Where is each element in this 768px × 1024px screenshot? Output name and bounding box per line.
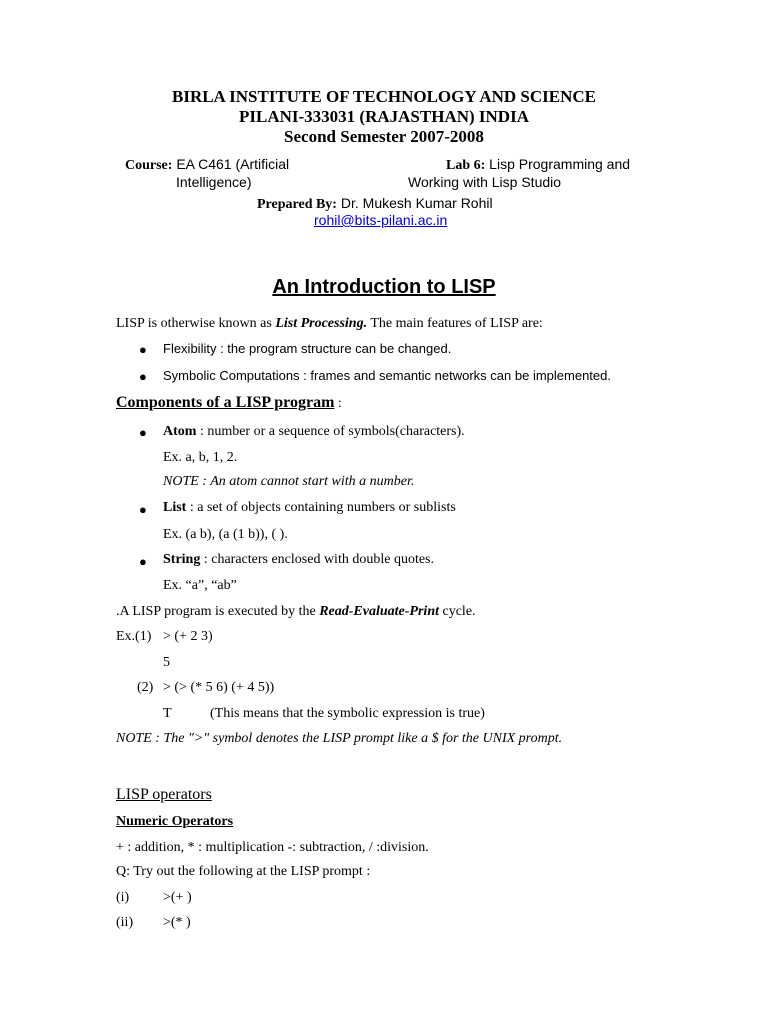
exercise-question: Q: Try out the following at the LISP prompt : bbox=[116, 864, 371, 879]
prepared-label: Prepared By: bbox=[257, 197, 337, 212]
example-2-explanation: (This means that the symbolic expression is true) bbox=[210, 706, 485, 721]
semester: Second Semester 2007-2008 bbox=[284, 127, 484, 146]
exercise-expression: >(* ) bbox=[163, 915, 191, 930]
course-label: Course: bbox=[125, 158, 173, 173]
atom-note: NOTE : An atom cannot start with a number. bbox=[163, 474, 415, 489]
lab-text-2: Working with Lisp Studio bbox=[408, 174, 562, 190]
string-item bbox=[163, 552, 434, 568]
components-heading-line bbox=[116, 394, 342, 412]
example-2-expression: > (> (* 5 6) (+ 4 5)) bbox=[163, 680, 275, 695]
exercise-expression: >(+ ) bbox=[163, 890, 192, 905]
feature-item: Symbolic Computations : frames and semantic networks can be implemented. bbox=[163, 368, 611, 383]
course-line-1 bbox=[125, 156, 289, 174]
prompt-note: NOTE : The ">" symbol denotes the LISP prompt like a $ for the UNIX prompt. bbox=[116, 731, 563, 746]
cycle-text-end: cycle. bbox=[439, 604, 476, 619]
document-title: An Introduction to LISP bbox=[272, 276, 496, 298]
bullet-icon: ● bbox=[139, 342, 147, 357]
email-wrap bbox=[314, 212, 447, 228]
string-term: String bbox=[163, 552, 201, 567]
bullet-icon: ● bbox=[139, 554, 147, 569]
exercise-label: (i) bbox=[116, 890, 130, 905]
numeric-operators-list: + : addition, * : multiplication -: subtraction, / :division. bbox=[116, 840, 429, 855]
string-desc: : characters enclosed with double quotes. bbox=[200, 552, 434, 567]
lab-line-1 bbox=[446, 156, 630, 174]
institute-location: PILANI-333031 (RAJASTHAN) INDIA bbox=[239, 107, 529, 126]
example-2-result: T bbox=[163, 706, 172, 721]
bullet-icon: ● bbox=[139, 425, 147, 440]
list-item bbox=[163, 500, 456, 516]
atom-desc: : number or a sequence of symbols(characters). bbox=[196, 424, 465, 439]
operators-heading: LISP operators bbox=[116, 786, 212, 803]
cycle-paragraph bbox=[116, 604, 476, 620]
prepared-by-line bbox=[257, 195, 493, 213]
exercise-label: (ii) bbox=[116, 915, 134, 930]
list-term: List bbox=[163, 500, 187, 515]
author-email-link[interactable]: rohil@bits-pilani.ac.in bbox=[314, 212, 448, 228]
intro-text-end: The main features of LISP are: bbox=[367, 316, 543, 331]
intro-emphasis: List Processing. bbox=[275, 316, 368, 331]
bullet-icon: ● bbox=[139, 369, 147, 384]
list-example: Ex. (a b), (a (1 b)), ( ). bbox=[163, 527, 288, 542]
example-1-result: 5 bbox=[163, 655, 170, 670]
numeric-operators-heading: Numeric Operators bbox=[116, 814, 234, 829]
list-desc: : a set of objects containing numbers or sublists bbox=[186, 500, 456, 515]
components-heading: Components of a LISP program bbox=[116, 394, 335, 411]
intro-paragraph bbox=[116, 316, 543, 332]
lab-label: Lab 6: bbox=[446, 158, 486, 173]
institute-name: BIRLA INSTITUTE OF TECHNOLOGY AND SCIENCE bbox=[171, 87, 596, 106]
author-name: Dr. Mukesh Kumar Rohil bbox=[336, 195, 493, 211]
example-1-expression: > (+ 2 3) bbox=[163, 629, 213, 644]
atom-example: Ex. a, b, 1, 2. bbox=[163, 450, 238, 465]
atom-item bbox=[163, 424, 465, 440]
string-example: Ex. “a”, “ab” bbox=[163, 578, 237, 593]
cycle-text: .A LISP program is executed by the bbox=[116, 604, 320, 619]
atom-term: Atom bbox=[163, 424, 197, 439]
components-colon: : bbox=[334, 396, 342, 411]
course-text-1: EA C461 (Artificial bbox=[172, 156, 290, 172]
example-2-label: (2) bbox=[137, 680, 154, 695]
intro-text: LISP is otherwise known as bbox=[116, 316, 276, 331]
cycle-emphasis: Read-Evaluate-Print bbox=[319, 604, 439, 619]
lab-text-1: Lisp Programming and bbox=[485, 156, 631, 172]
bullet-icon: ● bbox=[139, 502, 147, 517]
feature-item: Flexibility : the program structure can be changed. bbox=[163, 341, 452, 356]
example-1-label: Ex.(1) bbox=[116, 629, 152, 644]
course-text-2: Intelligence) bbox=[176, 174, 252, 190]
